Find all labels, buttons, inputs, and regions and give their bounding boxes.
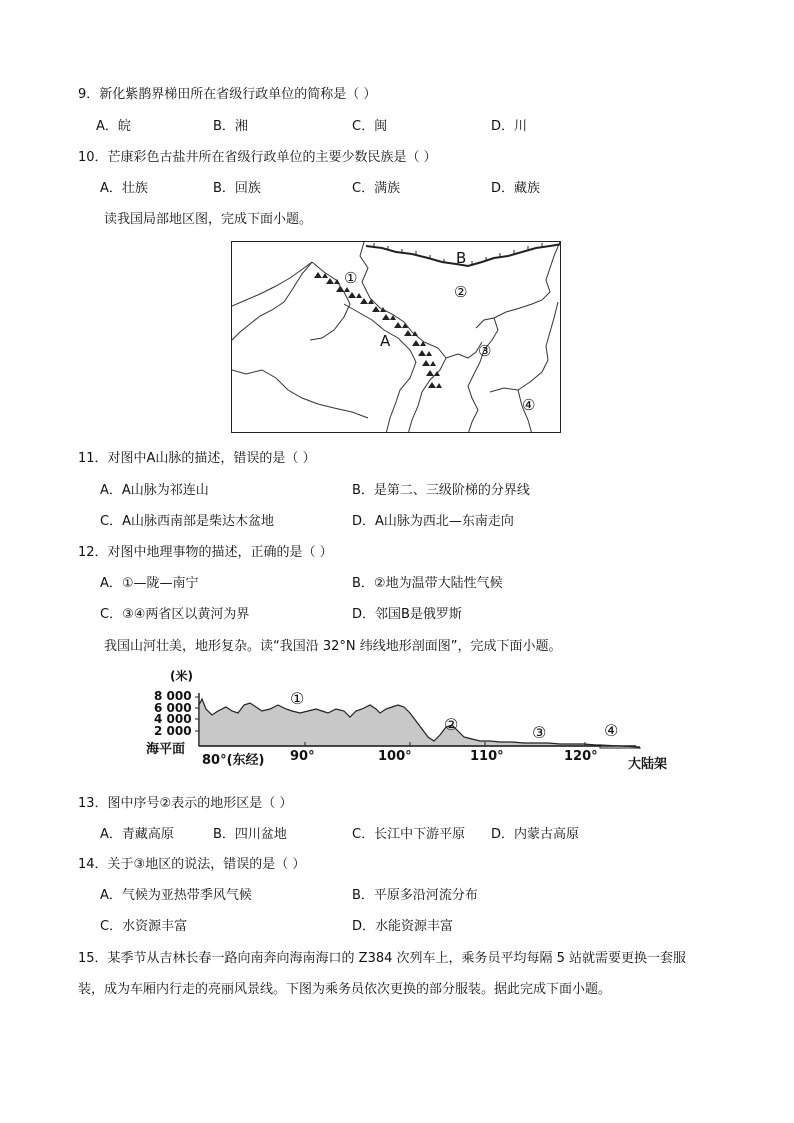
y-tick-6000: 6 000 [154,701,192,715]
profile-intro: 我国山河壮美，地形复杂。读“我国沿 32°N 纬线地形剖面图”，完成下面小题。 [104,639,562,654]
question-12-option-a[interactable]: A．①—陇—南宁 [100,576,199,591]
x-tick-120: 120° [564,749,598,764]
question-11-stem: 11．对图中A山脉的描述，错误的是（ ） [78,451,316,466]
question-12-option-d[interactable]: D．邻国B是俄罗斯 [352,607,462,622]
question-15-stem-line-1: 15．某季节从吉林长春一路向南奔向海南海口的 Z384 次列车上，乘务员平均每隔 5 站就需要更换一套服 [78,951,687,966]
map-label-a: A [380,332,391,350]
map-label-1: ① [344,269,358,287]
question-15-stem-line-2: 装，成为车厢内行走的亮丽风景线。下图为乘务员依次更换的部分服装。据此完成下面小题。 [78,982,612,997]
province-border-8 [232,370,368,418]
regional-map [231,241,561,433]
question-13-option-b[interactable]: B．四川盆地 [213,827,287,842]
question-12-option-b[interactable]: B．②地为温带大陆性气候 [352,576,503,591]
question-14-option-a[interactable]: A．气候为亚热带季风气候 [100,888,252,903]
y-tick-2000: 2 000 [154,724,192,738]
province-border-9 [494,242,560,318]
question-11-option-d[interactable]: D．A山脉为西北—东南走向 [352,514,514,529]
x-tick-100: 100° [378,749,412,764]
profile-marker-2: ② [444,715,459,734]
province-border-10 [490,302,558,392]
question-12-stem: 12．对图中地理事物的描述，正确的是（ ） [78,545,333,560]
question-14-option-d[interactable]: D．水能资源丰富 [352,919,454,934]
question-13-option-a[interactable]: A．青藏高原 [100,827,174,842]
x-tick-90: 90° [290,749,315,764]
question-10-option-d[interactable]: D．藏族 [491,181,541,196]
question-9-option-d[interactable]: D．川 [491,119,528,134]
question-12-option-c[interactable]: C．③④两省区以黄河为界 [100,607,250,622]
map-label-2: ② [454,283,468,301]
question-13-stem: 13．图中序号②表示的地形区是（ ） [78,796,293,811]
map-intro: 读我国局部地区图，完成下面小题。 [104,212,313,227]
y-tick-4000: 4 000 [154,712,192,726]
question-9-option-a[interactable]: A．皖 [96,119,131,134]
x-tick-80: 80°(东经) [202,753,265,768]
continental-shelf-label: 大陆架 [628,757,668,772]
x-tick-110: 110° [470,749,504,764]
profile-marker-4: ④ [604,721,619,740]
question-14-option-c[interactable]: C．水资源丰富 [100,919,188,934]
question-9-stem: 9．新化紫鹊界梯田所在省级行政单位的简称是（ ） [78,87,377,102]
sea-level-label: 海平面 [146,742,186,757]
y-tick-8000: 8 000 [154,689,192,703]
question-10-option-a[interactable]: A．壮族 [100,181,148,196]
question-13-option-c[interactable]: C．长江中下游平原 [352,827,466,842]
province-border-3 [232,262,312,306]
map-label-b: B [456,249,467,267]
question-14-stem: 14．关于③地区的说法，错误的是（ ） [78,857,306,872]
profile-marker-3: ③ [532,723,547,742]
profile-unit: (米) [170,669,193,683]
terrain-profile [140,665,680,780]
question-10-option-c[interactable]: C．满族 [352,181,401,196]
question-10-option-b[interactable]: B．回族 [213,181,261,196]
map-label-4: ④ [522,396,536,414]
question-11-option-a[interactable]: A．A山脉为祁连山 [100,483,209,498]
map-drawing [232,242,561,433]
province-border-7 [446,342,482,358]
question-14-option-b[interactable]: B．平原多沿河流分布 [352,888,478,903]
map-label-3: ③ [478,342,492,360]
river-yellow [468,318,498,433]
question-10-stem: 10．芒康彩色古盐井所在省级行政单位的主要少数民族是（ ） [78,150,437,165]
question-9-option-c[interactable]: C．闽 [352,119,388,134]
question-13-option-d[interactable]: D．内蒙古高原 [491,827,580,842]
question-9-option-b[interactable]: B．湘 [213,119,248,134]
question-11-option-b[interactable]: B．是第二、三级阶梯的分界线 [352,483,530,498]
province-border-5 [408,332,446,433]
profile-marker-1: ① [290,689,305,708]
question-11-option-c[interactable]: C．A山脉西南部是柴达木盆地 [100,514,274,529]
